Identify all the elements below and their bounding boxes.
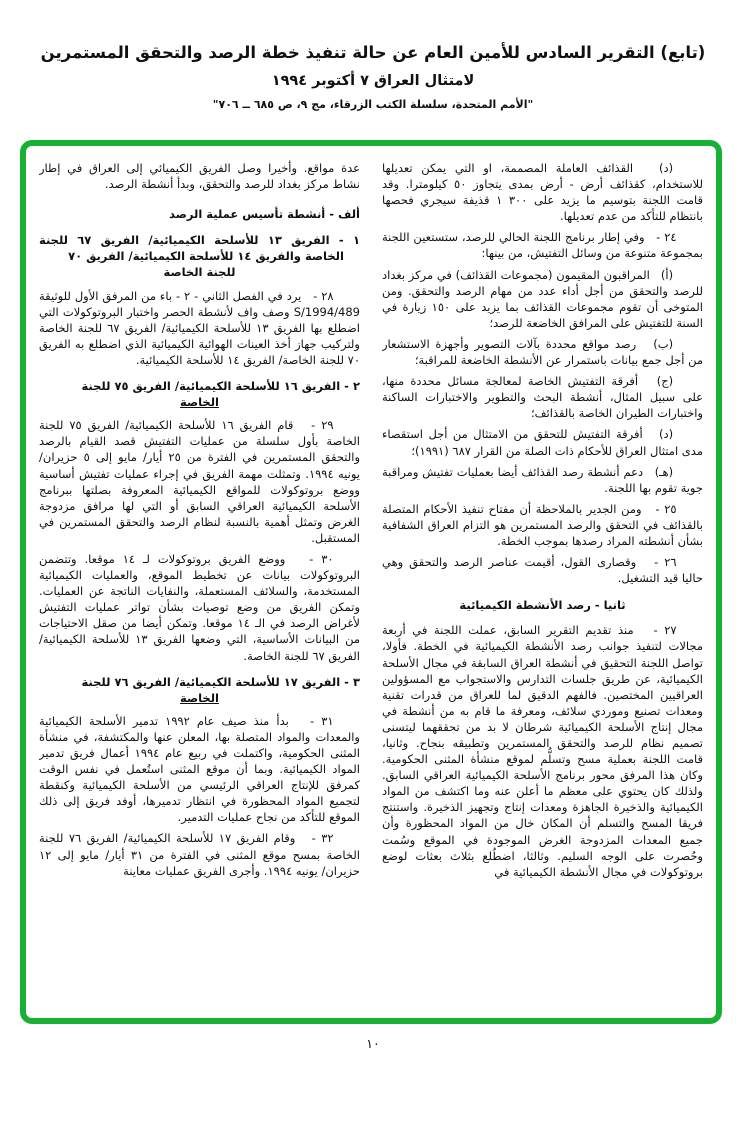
paragraph-28: ٢٨ - يرد في الفصل الثاني - ٢ - باء من المرفق الأول للوثيقة S/1994/489 وصف واف لأنشطة الحصر واختبار البروتوكولات التي اضطلع بها الفريق ١٣ للأسلحة الكيميائية/ الفريق ٦٧ للجنة الخاصة ولتركيب جهاز أخذ العينات الهوائية الكيميائية الذي اضطلع به الفريق ٧٠ للجنة الخاصة/ الفريق ١٤ للأسلحة الكيميائية. xyxy=(39,288,360,367)
paragraph-27: ٢٧ - منذ تقديم التقرير السابق، عملت اللجنة في أربعة مجالات لتنفيذ جوانب رصد الأنشطة الكيميائية في الخطة. فأولا، تواصل اللجنة التحقيق في أنشطة العراق السابقة في مجال الأسلحة الكيميائية، عن طريق جلسات التدارس والاستجواب مع المسؤولين العراقيين المختصين. فالفهم الدقيق لما للعراق من قدرات تقنية ومعدات تصنيع وموردي سلائف، ومعرفة ما قام به من أنشطة في مجال إنتاج الأسلحة الكيميائية شرطان لا بد من تحققهما ليتسنى تصميم نظام للرصد والتحقق المستمرين وتطبيقه بنجاح. وثانيا، قامت اللجنة بعملية مسح وتسلُّم لموقع منشأة المثنى الحكومية. وكان هذا المرفق محور برنامج الأسلحة الكيميائية العراقي السابق. ولذلك كان يحتوي على معظم ما أعلن عنه وما اكتشف من المواد الكيميائية والذخيرة الجاهزة ومعدات إنتاج وتجهيز الذخيرة. واستنتج فريقا المسح والتسلم أن المكان خال من المواد المحظورة وأن جميع المعدات المزدوجة الغرض الموجودة في الموقع وسُمت وحُصرت على الوجه السليم. وثالثا، اضطُلع بثلاث بعثات لوضع بروتوكولات في مجال الأنشطة الكيميائية في xyxy=(382,623,703,879)
subheading-team16-tail: الخاصة xyxy=(180,395,219,410)
subheading-team17-lead: ٣ - الفريق ١٧ للأسلحة الكيميائية/ الفريق ٧٦ للجنة xyxy=(81,674,360,689)
item-a: (أ) المراقبون المقيمون (مجموعات القذائف) في مركز بغداد للرصد والتحقق من أجل أداء عدد من مهام الرصد والتحقق. ومن المتوخى أن تقوم مجموعات القذائف بما يزيد على ١٥٠ زيارة في السنة للتفتيش على المرافق الخاضعة للرصد؛ xyxy=(382,267,703,330)
paragraph-32: ٣٢ - وقام الفريق ١٧ للأسلحة الكيميائية/ الفريق ٧٦ للجنة الخاصة بمسح موقع المثنى في الفترة من ٣١ أيار/ مايو إلى ١٢ حزيران/ يونيه ١٩٩٤. وأجرى الفريق عمليات معاينة xyxy=(39,831,360,878)
two-column-text xyxy=(39,160,703,1010)
item-ha: (هـ) دعم أنشطة رصد القذائف أيضا بعمليات تفتيش ومراقبة جوية تقوم بها اللجنة. xyxy=(382,464,703,495)
paragraph-31: ٣١ - بدأ منذ صيف عام ١٩٩٢ تدمير الأسلحة الكيميائية والمعدات والمواد المتصلة بها، المعلن عنها والمكتشفة، في منشأة المثنى الحكومية، واكتملت في ربيع عام ١٩٩٤ أعمال فريق تدمير المواد الكيميائية. وبما أن موقع المثنى استُعمل في نفس الوقت كمرفق للإنتاج العراقي الرئيسي من الأسلحة الكيميائية وكنقطة لتجميع المواد المحظورة في انتظار تدميرها، أوفد فريق إلى ذلك الموقع للتأكد من نجاح عمليات التدمير. xyxy=(39,713,360,825)
column-right xyxy=(382,160,703,1010)
heading-alif-monitoring-setup: ألف - أنشطة تأسيس عملية الرصد xyxy=(169,207,360,222)
paragraph-30: ٣٠ - ووضع الفريق بروتوكولات لـ ١٤ موقعا. وتتضمن البروتوكولات بيانات عن تخطيط الموقع، والعمليات الكيميائية المستخدمة، والسلائف المستعملة، والنفايات الناتجة عن العمليات. وتمكن الفريق من وضع توصيات بشأن تواتر عمليات التفتيش لأغراض الرصد في الـ ١٤ موقعا. وتمكن أيضا من صقل الاحتياجات من البيانات الأساسية، التي وضعها الفريق ١٣ للأسلحة الكيميائية/ الفريق ٦٧ للجنة الخاصة. xyxy=(39,551,360,663)
page-number: ١٠ xyxy=(366,1036,380,1051)
subheading-team13-lead: ١ - الفريق ١٣ للأسلحة الكيميائية/ الفريق ٦٧ للجنة الخاصة والفريق ١٤ للأسلحة الكيميائية/ الفريق ٧٠ xyxy=(39,233,360,264)
subheading-team13-tail: للجنة الخاصة xyxy=(163,265,236,280)
document-frame xyxy=(20,140,722,1024)
report-subtitle: لامتثال العراق ٧ أكتوبر ١٩٩٤ xyxy=(271,73,475,90)
paragraph-26: ٢٦ - وقصارى القول، أقيمت عناصر الرصد والتحقق وهي حاليا قيد التشغيل. xyxy=(382,555,703,586)
document-header xyxy=(0,0,746,111)
subheading-team16-lead: ٢ - الفريق ١٦ للأسلحة الكيميائية/ الفريق ٧٥ للجنة xyxy=(81,379,360,394)
carryover-paragraph: عدة مواقع. وأخيرا وصل الفريق الكيميائي إلى العراق في إطار نشاط مركز بغداد للرصد والتحقق، وبدأ أنشطة الرصد. xyxy=(39,161,360,192)
paragraph-29: ٢٩ - قام الفريق ١٦ للأسلحة الكيميائية/ الفريق ٧٥ للجنة الخاصة بأول سلسلة من عمليات التفتيش قصد القيام بالرصد والتحقق المستمرين في الفترة من ٢٥ أيار/ مايو إلى ٥ حزيران/ يونيه ١٩٩٤. وتمثلت مهمة الفريق في إجراء عمليات تفتيش أساسية ووضع بروتوكولات للمواقع الكيميائية المعروفة بصلتها ببرنامج الأسلحة الكيميائية العراقي السابق أو التي لها مرافق مزدوجة الغرض وتمثل أهمية بالنسبة لنظام الرصد والتحقق المستمرين في المستقبل. xyxy=(39,418,360,545)
item-jim: (ج) أفرقة التفتيش الخاصة لمعالجة مسائل محددة منها، على سبيل المثال، أنشطة البحث والتطوير والاختبارات الساكنة واختبارات الطيران الخاصة بالقذائف؛ xyxy=(382,374,703,421)
subheading-team17-tail: الخاصة xyxy=(180,690,219,705)
column-left xyxy=(39,160,360,1010)
item-b: (ب) رصد مواقع محددة بآلات التصوير وأجهزة الاستشعار من أجل جمع بيانات باستمرار عن الأنشطة الخاضعة للمراقبة؛ xyxy=(382,336,703,368)
source-citation: "الأمم المتحدة، سلسلة الكتب الزرقاء، مج ٩، ص ٦٨٥ ــ ٧٠٦" xyxy=(212,98,534,112)
section-heading-chemical-monitoring: ثانيا - رصد الأنشطة الكيميائية xyxy=(459,598,626,613)
item-d-missiles: (د) القذائف العاملة المصممة، او التي يمكن تعديلها للاستخدام، كقذائف أرض - أرض بمدى يتجاوز ٥٠ كيلومترا. وقد قامت اللجنة بتوسيم ما يزيد على ٣٠٠ ١ قذيفة سيجري فحصها بانتظام للتأكد من عدم تعديلها. xyxy=(382,161,703,224)
paragraph-24: ٢٤ - وفي إطار برنامج اللجنة الحالي للرصد، ستستعين اللجنة بمجموعة متنوعة من وسائل التفتيش، من بينها: xyxy=(382,230,703,261)
report-title: (تابع) التقرير السادس للأمين العام عن حالة تنفيذ خطة الرصد والتحقق المستمرين xyxy=(40,43,706,62)
item-dal: (د) أفرقة التفتيش للتحقق من الامتثال من أجل استقصاء مدى امتثال العراق للأحكام ذات الصلة من القرار ٦٨٧ (١٩٩١)؛ xyxy=(382,427,703,458)
paragraph-25: ٢٥ - ومن الجدير بالملاحظة أن مفتاح تنفيذ الأحكام المتصلة بالقذائف في التحقق والرصد المستمرين هو التزام العراق الشفافية بشأن أنشطته المراد رصدها بموجب الخطة. xyxy=(382,501,703,548)
